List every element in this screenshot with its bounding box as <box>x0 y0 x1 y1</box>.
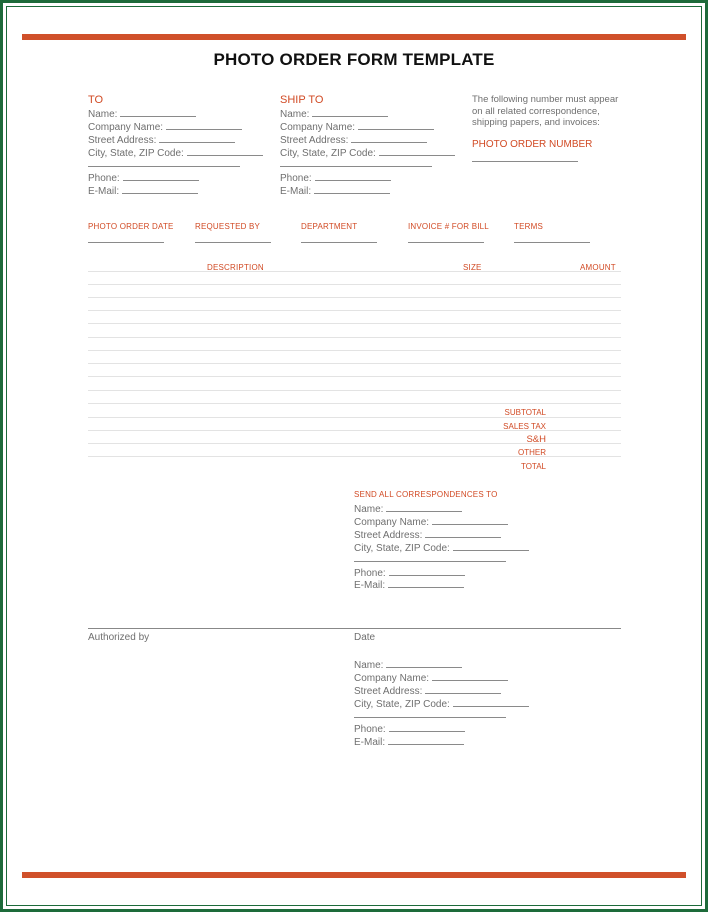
ship-phone-field[interactable] <box>280 171 391 184</box>
footer-city-line <box>453 697 529 707</box>
to-email-line <box>122 184 198 194</box>
correspondence-heading: SEND ALL CORRESPONDENCES TO <box>354 490 498 499</box>
footer-email-label: E-Mail: <box>354 737 386 748</box>
footer-company-label: Company Name: <box>354 673 430 684</box>
amount-header: AMOUNT <box>580 263 616 272</box>
ship-city-label: City, State, ZIP Code: <box>280 148 376 159</box>
corr-email-line <box>388 578 464 588</box>
total-label: TOTAL <box>520 462 546 471</box>
requested-by-line[interactable] <box>195 242 271 243</box>
ship-email-field[interactable] <box>280 184 390 197</box>
corr-company-label: Company Name: <box>354 517 430 528</box>
order-number-notice <box>472 94 618 129</box>
ship-company-line <box>358 120 434 130</box>
order-date-label: PHOTO ORDER DATE <box>88 222 174 231</box>
to-company-line <box>166 120 242 130</box>
footer-phone-field[interactable] <box>354 722 465 735</box>
footer-phone-line <box>389 722 465 732</box>
table-row[interactable] <box>88 310 621 311</box>
ship-extra-line[interactable] <box>280 166 432 167</box>
ship-company-field[interactable] <box>280 120 434 133</box>
invoice-line[interactable] <box>408 242 484 243</box>
to-heading: TO <box>88 94 104 106</box>
ship-name-label: Name: <box>280 109 310 120</box>
corr-name-label: Name: <box>354 504 384 515</box>
description-header: DESCRIPTION <box>207 263 264 272</box>
corr-email-label: E-Mail: <box>354 580 386 591</box>
footer-extra-line[interactable] <box>354 717 506 718</box>
corr-street-field[interactable] <box>354 528 501 541</box>
footer-email-line <box>388 735 464 745</box>
table-row[interactable] <box>88 297 621 298</box>
requested-by-label: REQUESTED BY <box>195 222 261 231</box>
corr-phone-label: Phone: <box>354 568 386 579</box>
corr-city-label: City, State, ZIP Code: <box>354 543 450 554</box>
corr-phone-line <box>389 566 465 576</box>
footer-name-field[interactable] <box>354 658 462 671</box>
notice-line-2: on all related correspondence, <box>472 105 600 117</box>
footer-phone-label: Phone: <box>354 724 386 735</box>
to-phone-line <box>123 171 199 181</box>
table-row[interactable] <box>88 284 621 285</box>
corr-name-line <box>386 502 462 512</box>
table-row[interactable] <box>88 376 621 377</box>
ship-street-field[interactable] <box>280 133 427 146</box>
ship-city-field[interactable] <box>280 146 455 159</box>
to-company-field[interactable] <box>88 120 242 133</box>
table-row[interactable] <box>88 271 621 272</box>
to-extra-line[interactable] <box>88 166 240 167</box>
to-street-field[interactable] <box>88 133 235 146</box>
to-name-line <box>120 107 196 117</box>
other-label: OTHER <box>518 448 546 457</box>
ship-company-label: Company Name: <box>280 122 356 133</box>
sales-tax-label: SALES TAX <box>503 422 546 431</box>
to-company-label: Company Name: <box>88 122 164 133</box>
sh-label: S&H <box>526 434 546 445</box>
photo-order-number-label: PHOTO ORDER NUMBER <box>472 139 593 150</box>
department-line[interactable] <box>301 242 377 243</box>
to-street-label: Street Address: <box>88 135 157 146</box>
ship-phone-line <box>315 171 391 181</box>
signature-line[interactable] <box>88 628 621 629</box>
department-label: DEPARTMENT <box>301 222 358 231</box>
to-email-field[interactable] <box>88 184 198 197</box>
ship-name-line <box>312 107 388 117</box>
table-row[interactable] <box>88 337 621 338</box>
ship-email-label: E-Mail: <box>280 186 312 197</box>
corr-company-field[interactable] <box>354 515 508 528</box>
terms-label: TERMS <box>514 222 543 231</box>
to-street-line <box>159 133 235 143</box>
footer-email-field[interactable] <box>354 735 464 748</box>
table-row[interactable] <box>88 350 621 351</box>
footer-company-line <box>432 671 508 681</box>
corr-email-field[interactable] <box>354 578 464 591</box>
to-phone-field[interactable] <box>88 171 199 184</box>
to-email-label: E-Mail: <box>88 186 120 197</box>
ship-city-line <box>379 146 455 156</box>
footer-street-field[interactable] <box>354 684 501 697</box>
top-accent-bar <box>22 34 686 40</box>
corr-name-field[interactable] <box>354 502 462 515</box>
footer-street-label: Street Address: <box>354 686 423 697</box>
footer-city-label: City, State, ZIP Code: <box>354 699 450 710</box>
table-row[interactable] <box>88 403 621 404</box>
footer-name-line <box>386 658 462 668</box>
footer-city-field[interactable] <box>354 697 529 710</box>
table-row[interactable] <box>88 363 621 364</box>
bottom-accent-bar <box>22 872 686 878</box>
to-name-field[interactable] <box>88 107 196 120</box>
footer-street-line <box>425 684 501 694</box>
size-header: SIZE <box>463 263 482 272</box>
corr-city-field[interactable] <box>354 541 529 554</box>
to-city-label: City, State, ZIP Code: <box>88 148 184 159</box>
notice-line-3: shipping papers, and invoices: <box>472 117 600 128</box>
to-phone-label: Phone: <box>88 173 120 184</box>
to-city-line <box>187 146 263 156</box>
invoice-label: INVOICE # FOR BILL <box>408 222 489 231</box>
corr-street-line <box>425 528 501 538</box>
to-name-label: Name: <box>88 109 118 120</box>
ship-street-label: Street Address: <box>280 135 349 146</box>
authorized-by-label: Authorized by <box>88 632 150 643</box>
table-row[interactable] <box>88 390 621 391</box>
corr-street-label: Street Address: <box>354 530 423 541</box>
subtotal-label: SUBTOTAL <box>504 408 546 417</box>
ship-phone-label: Phone: <box>280 173 312 184</box>
to-city-field[interactable] <box>88 146 263 159</box>
form-title: PHOTO ORDER FORM TEMPLATE <box>213 50 495 69</box>
corr-city-line <box>453 541 529 551</box>
corr-company-line <box>432 515 508 525</box>
photo-order-number-line[interactable] <box>472 161 578 162</box>
ship-street-line <box>351 133 427 143</box>
table-row[interactable] <box>88 323 621 324</box>
ship-to-heading: SHIP TO <box>280 94 324 106</box>
order-date-line[interactable] <box>88 242 164 243</box>
notice-line-1: The following number must appear <box>472 94 619 105</box>
terms-line[interactable] <box>514 242 590 243</box>
table-row[interactable] <box>88 417 621 418</box>
footer-company-field[interactable] <box>354 671 508 684</box>
signature-date-label: Date <box>354 632 376 643</box>
ship-name-field[interactable] <box>280 107 388 120</box>
ship-email-line <box>314 184 390 194</box>
footer-name-label: Name: <box>354 660 384 671</box>
corr-extra-line[interactable] <box>354 561 506 562</box>
